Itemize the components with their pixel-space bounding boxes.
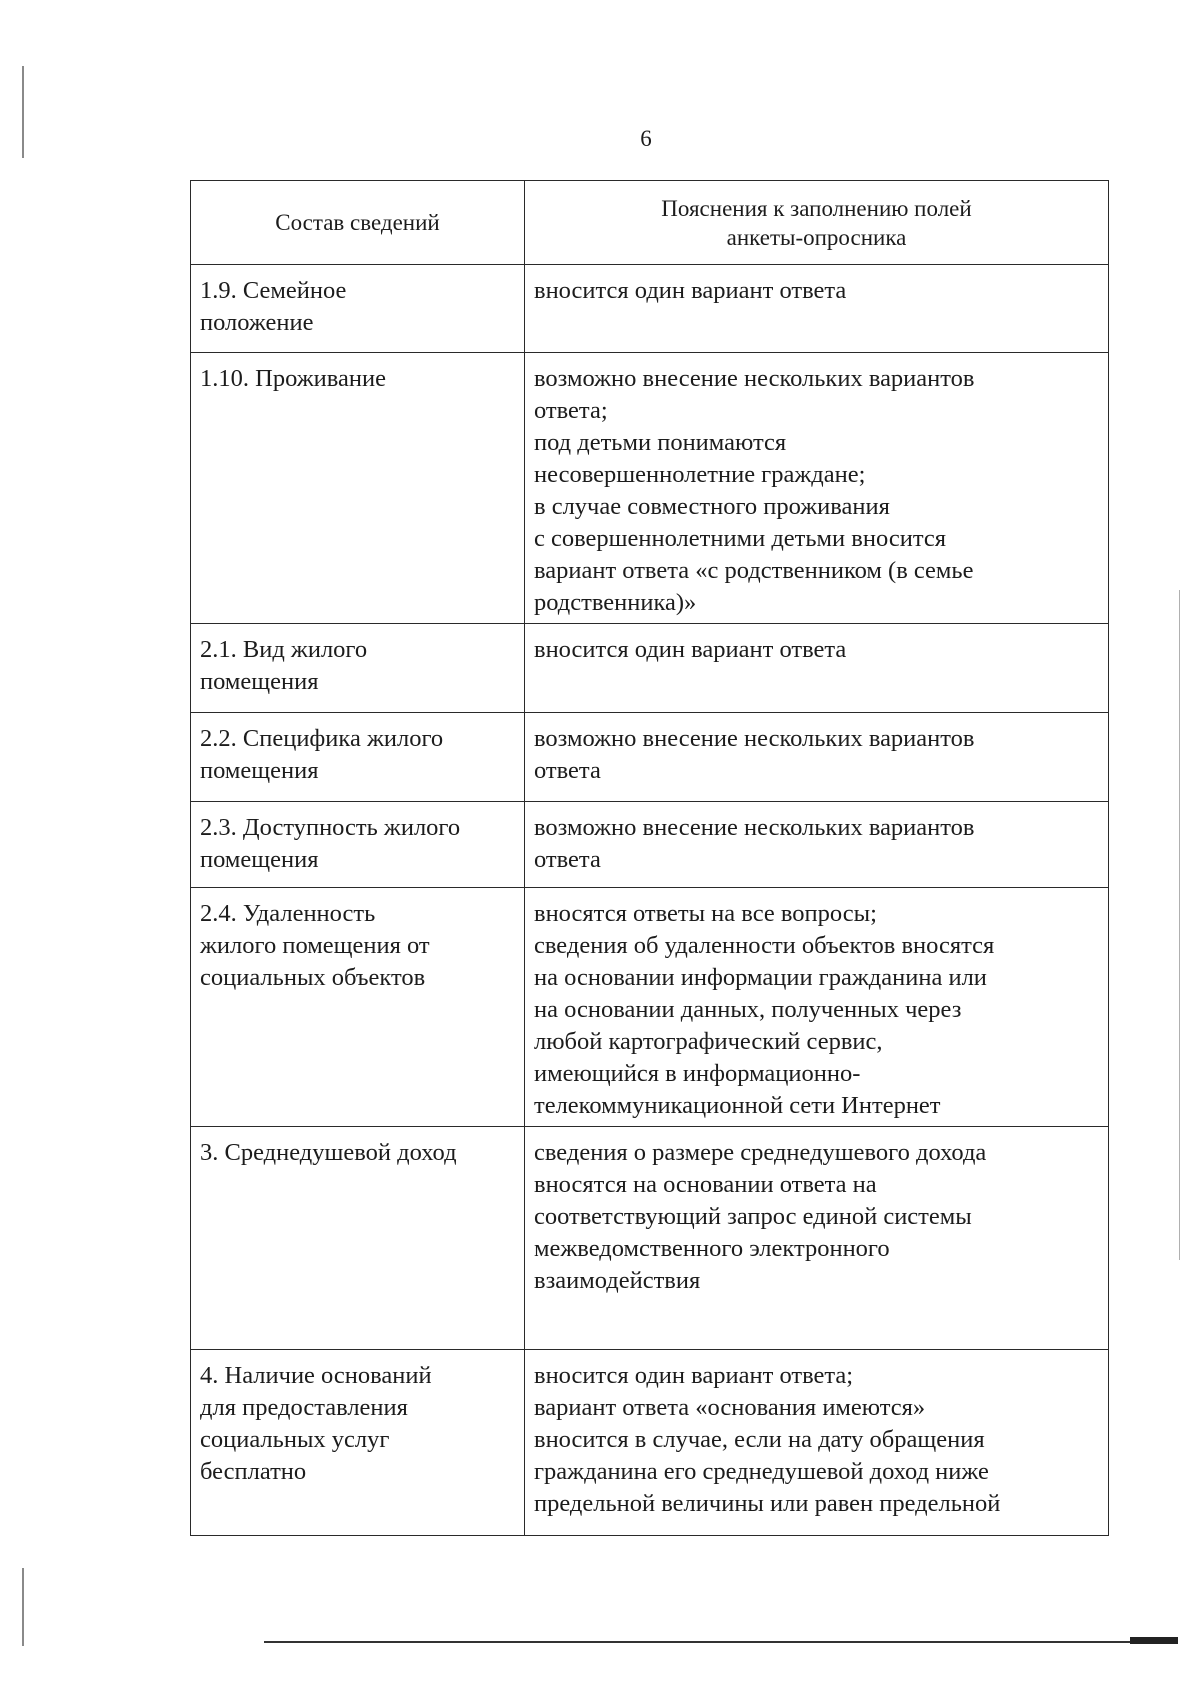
explanation-line: вариант ответа «с родственником (в семье: [534, 557, 974, 584]
explanation-line: вносится в случае, если на дату обращения: [534, 1426, 985, 1453]
explanation-line: ответа: [534, 846, 601, 873]
explanation-cell: [525, 802, 1109, 888]
field-line: помещения: [200, 668, 319, 695]
explanation-line: на основании данных, полученных через: [534, 996, 962, 1023]
explanation-cell: [525, 1127, 1109, 1350]
explanation-line: сведения о размере среднедушевого дохода: [534, 1139, 987, 1166]
field-line: 2.1. Вид жилого: [200, 636, 368, 663]
explanation-line: возможно внесение нескольких вариантов: [534, 725, 975, 752]
field-cell: [191, 802, 525, 888]
header-explanations: [525, 181, 1109, 265]
table-row: [191, 1350, 1109, 1536]
table-row: [191, 353, 1109, 624]
field-line: помещения: [200, 757, 319, 784]
field-line: бесплатно: [200, 1458, 307, 1485]
field-line: положение: [200, 309, 314, 336]
page-bottom-rule-end: [1130, 1637, 1178, 1644]
explanation-line: в случае совместного проживания: [534, 493, 890, 520]
explanation-line: имеющийся в информационно-: [534, 1060, 861, 1087]
field-line: 4. Наличие оснований: [200, 1362, 432, 1389]
explanation-line: на основании информации гражданина или: [534, 964, 987, 991]
header-line: Пояснения к заполнению полей: [661, 195, 972, 221]
scan-margin-line-bottom: [22, 1568, 24, 1646]
explanation-line: взаимодействия: [534, 1267, 701, 1294]
explanation-cell: [525, 713, 1109, 802]
field-line: жилого помещения от: [200, 932, 430, 959]
explanation-cell: [525, 265, 1109, 353]
explanation-line: вносятся ответы на все вопросы;: [534, 900, 877, 927]
field-line: помещения: [200, 846, 319, 873]
field-line: социальных услуг: [200, 1426, 390, 1453]
explanation-line: сведения об удаленности объектов вносятся: [534, 932, 995, 959]
field-line: 2.3. Доступность жилого: [200, 814, 461, 841]
table-row: [191, 888, 1109, 1127]
explanation-line: вносится один вариант ответа: [534, 636, 847, 663]
form-explanations-table: [190, 180, 1109, 1536]
table-header-row: [191, 181, 1109, 265]
explanation-line: предельной величины или равен предельной: [534, 1490, 1001, 1517]
explanation-line: соответствующий запрос единой системы: [534, 1203, 972, 1230]
scan-margin-line-top: [22, 66, 24, 158]
explanation-line: любой картографический сервис,: [534, 1028, 883, 1055]
field-cell: [191, 1350, 525, 1536]
explanation-line: вариант ответа «основания имеются»: [534, 1394, 926, 1421]
explanation-line: несовершеннолетние граждане;: [534, 461, 866, 488]
explanation-cell: [525, 1350, 1109, 1536]
explanation-cell: [525, 888, 1109, 1127]
field-line: 2.4. Удаленность: [200, 900, 376, 927]
header-field-composition: [191, 181, 525, 265]
table-row: [191, 624, 1109, 713]
explanation-line: с совершеннолетними детьми вносится: [534, 525, 946, 552]
field-cell: [191, 888, 525, 1127]
header-line: анкеты-опросника: [726, 224, 907, 250]
table-row: [191, 802, 1109, 888]
field-cell: [191, 1127, 525, 1350]
field-cell: [191, 713, 525, 802]
explanation-line: вносится один вариант ответа: [534, 277, 847, 304]
field-line: 3. Среднедушевой доход: [200, 1139, 457, 1166]
explanation-line: родственника)»: [534, 589, 697, 616]
field-cell: [191, 265, 525, 353]
field-line: для предоставления: [200, 1394, 408, 1421]
page-number: 6: [640, 126, 652, 151]
explanation-line: ответа: [534, 757, 601, 784]
explanation-line: возможно внесение нескольких вариантов: [534, 814, 975, 841]
explanation-cell: [525, 353, 1109, 624]
scan-margin-line-right: [1179, 590, 1180, 1260]
table-row: [191, 1127, 1109, 1350]
table-row: [191, 713, 1109, 802]
explanation-line: ответа;: [534, 397, 608, 424]
explanation-line: гражданина его среднедушевой доход ниже: [534, 1458, 989, 1485]
explanation-cell: [525, 624, 1109, 713]
header-line: Состав сведений: [275, 210, 440, 235]
explanation-line: телекоммуникационной сети Интернет: [534, 1092, 941, 1119]
table-row: [191, 265, 1109, 353]
explanation-line: вносится один вариант ответа;: [534, 1362, 854, 1389]
explanation-line: под детьми понимаются: [534, 429, 787, 456]
field-line: 1.9. Семейное: [200, 277, 347, 304]
field-cell: [191, 353, 525, 624]
page-bottom-rule: [264, 1641, 1178, 1643]
explanation-line: возможно внесение нескольких вариантов: [534, 365, 975, 392]
field-line: 1.10. Проживание: [200, 365, 386, 392]
explanation-line: межведомственного электронного: [534, 1235, 890, 1262]
explanation-line: вносятся на основании ответа на: [534, 1171, 877, 1198]
field-line: 2.2. Специфика жилого: [200, 725, 444, 752]
field-line: социальных объектов: [200, 964, 426, 991]
field-cell: [191, 624, 525, 713]
